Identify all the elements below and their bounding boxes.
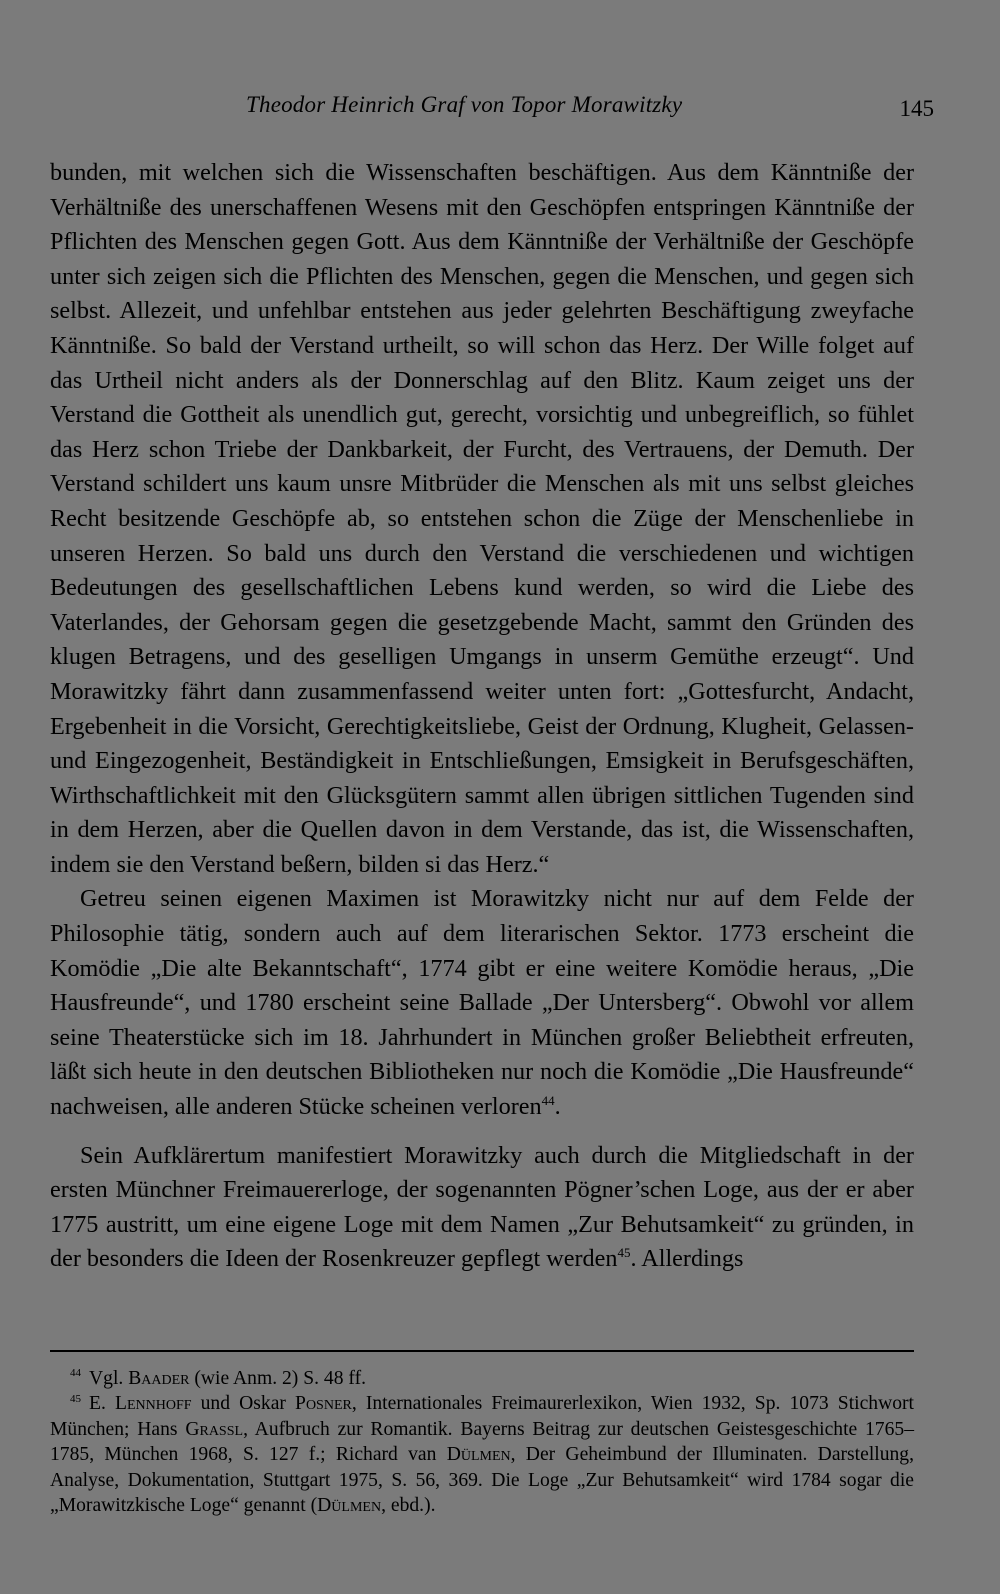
page-number: 145 <box>899 96 934 121</box>
paragraph-freemasonry <box>50 1139 914 1277</box>
footnote-segment: , ebd.). <box>381 1495 436 1517</box>
paragraph-literary-works: Getreu seinen eigenen Maximen ist Morawitzky nicht nur auf dem Felde der Philosophie tätig, sondern auch auf dem literarischen Sektor. 1773 erscheint die Komödie „Die alte Bekanntschaft“, 1774 gibt er eine weitere Komödie heraus, „Die Hausfreunde“, und 1780 erscheint seine Ballade „Der Untersberg“. Obwohl vor allem seine Theaterstücke sich im 18. Jahrhundert in München großer Beliebtheit erfreuten, läßt sich heute in den deutschen Bibliotheken nur noch die Komödie „Die Hausfreunde“ nachweisen, alle anderen Stücke scheinen verloren$^{44}$. <box>50 885 914 1121</box>
footnote-divider <box>50 1350 914 1352</box>
footnote-reference[interactable]: 45 <box>617 1245 631 1261</box>
footnote-author: Posner <box>295 1393 352 1415</box>
paragraph-text: Sein Aufklärertum manifestiert Morawitzky auch durch die Mitgliedschaft in der ersten Münchner Freimauererloge, der sogenannten Pögner’schen Loge, aus der er aber 1775 austritt, um eine eigene Loge mit dem Namen „Zur Behutsamkeit“ zu gründen, in der besonders die Ideen der Rosenkreuzer gepflegt werden <box>50 1141 914 1273</box>
footnote-number: 44 <box>70 1367 81 1380</box>
running-head <box>0 86 1000 126</box>
footnote-text: (wie Anm. 2) S. 48 ff. <box>189 1368 366 1389</box>
paragraph-text: Getreu seinen eigenen Maximen ist Morawitzky nicht nur auf dem Felde der Philosophie tätig, sondern auch auf dem literarischen Sektor. 1773 erscheint die Komödie „Die alte Bekanntschaft“, 1774 gibt er eine weitere Komödie heraus, „Die Hausfreunde“, und 1780 erscheint seine Ballade „Der Untersberg“. Obwohl vor allem seine Theaterstücke sich im 18. Jahrhundert in München großer Beliebtheit erfreuten, läßt sich heute in den deutschen Bibliotheken nur noch die Komödie „Die Hausfreunde“ nachweisen, alle anderen Stücke scheinen verloren <box>50 885 914 1121</box>
footnote-segment: , Internationales Freimaurerlexikon, Wien 1932, Sp. 1073 Stichwort München; Hans <box>50 1393 914 1440</box>
footnote-segment: , Aufbruch zur Romantik. Bayerns Beitrag zur deutschen Geistesgeschichte 1765–1785, München 1968, S. 127 f.; Richard van <box>50 1418 914 1466</box>
footnote-number: 45 <box>70 1392 81 1405</box>
footnote-44 <box>50 1366 914 1391</box>
footnote-text: Vgl. <box>89 1368 129 1389</box>
footnote-segment: , Der Geheimbund der Illuminaten. Darstellung, Analyse, Dokumentation, Stuttgart 1975, S. 56, 369. Die Loge „Zur Behutsamkeit“ wird 1784 sogar die „Morawitzkische Loge“ genannt ( <box>50 1444 914 1517</box>
body-text <box>50 156 914 1277</box>
footnote-author: Baader <box>128 1368 190 1389</box>
footnote-author: Grassl <box>185 1418 244 1440</box>
footnote-author: Dülmen <box>317 1495 382 1517</box>
footnote-45 <box>50 1391 914 1518</box>
paragraph-continued-quote <box>50 156 914 882</box>
footnote-segment: E. <box>89 1393 115 1415</box>
footnote-author: Lennhoff <box>114 1393 192 1415</box>
paragraph-text: bunden, mit welchen sich die Wissenschaften beschäftigen. Aus dem Känntnißе der Verhältnißе des unerschaffenen Wesens mit den Geschöpfen entspringen Känntnißе der Pflichten des Menschen gegen Gott. Aus dem Känntnißе der Verhältnißе der Geschöpfe unter sich zeigen sich die Pflichten des Menschen, gegen die Menschen, und gegen sich selbst. Allezeit, und unfehlbar entstehen aus jeder gelehrten Beschäftigung zweyfache Känntnißе. So bald der Verstand urtheilt, so will schon das Herz. Der Wille folget auf das Urtheil nicht anders als der Donnerschlag auf den Blitz. Kaum zeiget uns der Verstand die Gottheit als unendlich gut, gerecht, vorsichtig und unbegreiflich, so fühlet das Herz schon Triebe der Dankbarkeit, der Furcht, des Vertrauens, der Demuth. Der Verstand schildert uns kaum unsre Mitbrüder die Menschen als mit uns selbst gleiches Recht besitzende Geschöpfe ab, so entstehen schon die Züge der Menschenliebe in unseren Herzen. So bald uns durch den Verstand die verschiedenen und wichtigen Bedeutungen des gesellschaftlichen Lebens kund werden, so wird die Liebe des Vaterlandes, der Gehorsam gegen die gesetzgebende Macht, sammt den Gründen des klugen Betragens, und des geselligen Umgangs in unserm Gemüthe erzeugt“. Und Morawitzky fährt dann zusammenfassend weiter unten fort: „Gottesfurcht, Andacht, Ergebenheit in die Vorsicht, Gerechtigkeitsliebe, Geist der Ordnung, Klugheit, Gelassen- und Eingezogenheit, Beständigkeit in Entschließungen, Emsigkeit in Berufsgeschäften, Wirthschaftlichkeit mit den Glücksgütern sammt allen übrigen sittlichen Tugenden sind in dem Herzen, aber die Quellen davon in dem Verstande, das ist, die Wissenschaften, indem sie den Verstand beßern, bilden si das Herz.“ <box>50 159 914 878</box>
footnote-reference[interactable]: 44 <box>541 1092 555 1108</box>
footnote-segment: und Oskar <box>191 1393 296 1415</box>
footnotes <box>50 1366 914 1518</box>
running-title: Theodor Heinrich Graf von Topor Morawitzky <box>246 92 683 117</box>
paragraph-text-tail: . Allerdings <box>630 1245 744 1273</box>
footnote-author: Dülmen <box>446 1444 511 1466</box>
